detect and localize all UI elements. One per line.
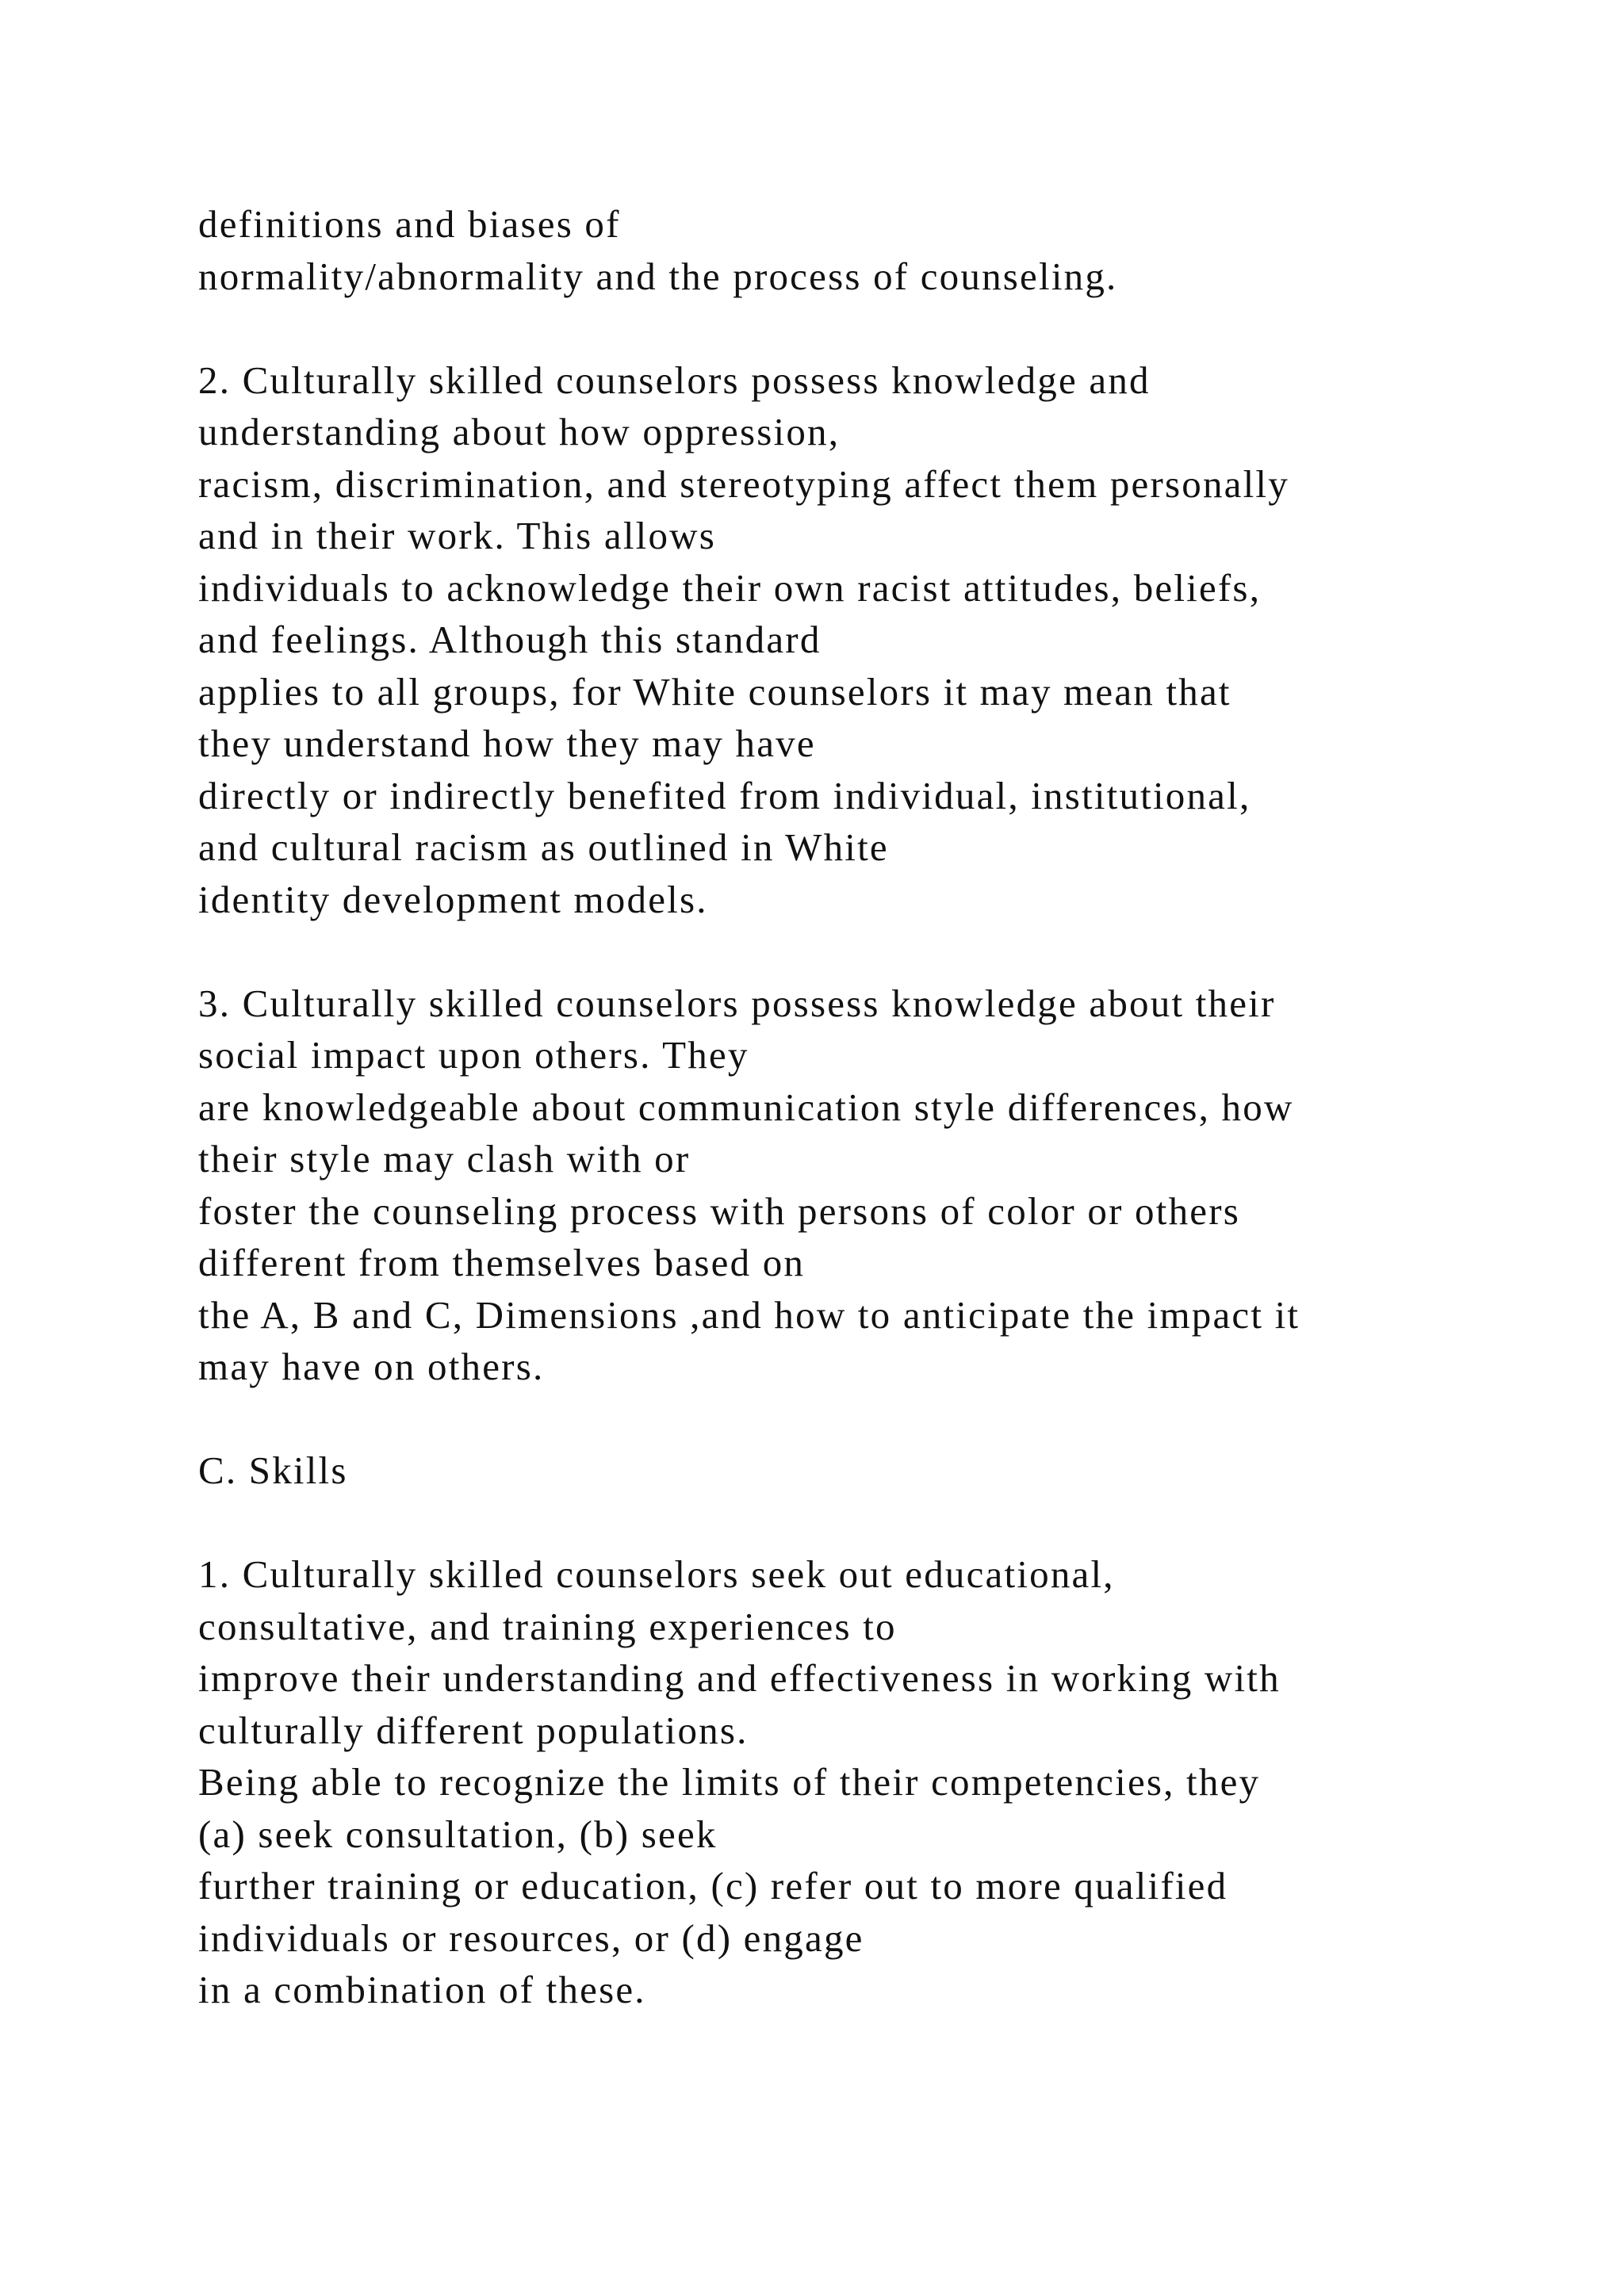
section-heading: C. Skills: [198, 1448, 348, 1492]
text-line: individuals to acknowledge their own racist attitudes, beliefs,: [198, 565, 1262, 610]
text-line: 1. Culturally skilled counselors seek out educational,: [198, 1552, 1115, 1596]
text-line: further training or education, (c) refer out to more qualified: [198, 1864, 1228, 1908]
text-line: racism, discrimination, and stereotyping affect them personally: [198, 461, 1289, 506]
text-line: consultative, and training experiences to: [198, 1604, 897, 1648]
text-line: Being able to recognize the limits of their competencies, they: [198, 1760, 1261, 1804]
paragraph-gap: [198, 302, 1562, 354]
text-line: and cultural racism as outlined in White: [198, 825, 889, 869]
text-line: improve their understanding and effectiveness in working with: [198, 1656, 1281, 1700]
text-line: 2. Culturally skilled counselors possess knowledge and: [198, 358, 1151, 402]
text-line: foster the counseling process with persons of color or others: [198, 1188, 1241, 1233]
document-text: [198, 198, 1562, 2016]
text-line: may have on others.: [198, 1345, 545, 1388]
text-line: directly or indirectly benefited from individual, institutional,: [198, 773, 1251, 817]
text-line: different from themselves based on: [198, 1241, 806, 1284]
text-line: are knowledgeable about communication style differences, how: [198, 1085, 1294, 1129]
paragraph-gap: [198, 925, 1562, 978]
text-line: the A, B and C, Dimensions ,and how to anticipate the impact it: [198, 1292, 1300, 1337]
text-line: individuals or resources, or (d) engage: [198, 1915, 864, 1960]
text-line: normality/abnormality and the process of counseling.: [198, 254, 1118, 298]
paragraph-gap: [198, 1497, 1562, 1549]
text-line: and in their work. This allows: [198, 514, 717, 557]
text-line: culturally different populations.: [198, 1708, 749, 1752]
text-line: understanding about how oppression,: [198, 410, 841, 453]
paragraph-gap: [198, 1393, 1562, 1445]
text-line: in a combination of these.: [198, 1968, 646, 2011]
text-line: they understand how they may have: [198, 721, 816, 765]
text-line: identity development models.: [198, 877, 708, 921]
text-line: 3. Culturally skilled counselors possess knowledge about their: [198, 981, 1276, 1025]
text-line: (a) seek consultation, (b) seek: [198, 1812, 718, 1856]
text-line: applies to all groups, for White counselors it may mean that: [198, 669, 1231, 714]
text-line: their style may clash with or: [198, 1137, 691, 1181]
text-line: and feelings. Although this standard: [198, 618, 822, 661]
text-line: social impact upon others. They: [198, 1033, 749, 1077]
text-line: definitions and biases of: [198, 202, 621, 246]
